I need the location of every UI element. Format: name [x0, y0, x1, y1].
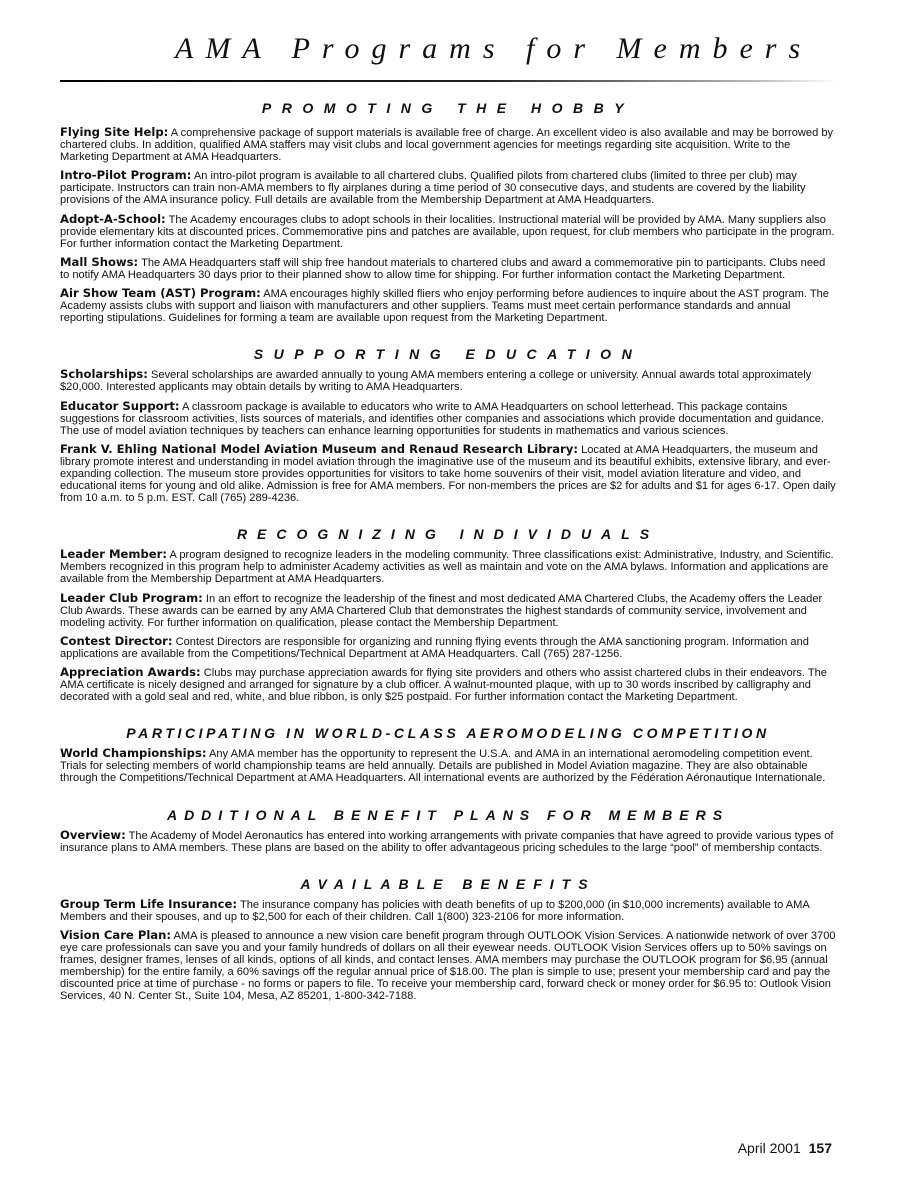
program-text: A comprehensive package of support materials is available free of charge. An excellent video is also available and may be borrowed by chartered clubs. In addition, qualified AMA staffers may visit clubs and local government agencies for meetings regarding site acquisition. Write to the Marketing Department at AMA Headquarters. [60, 127, 834, 164]
program-item [60, 443, 836, 504]
program-text: A program designed to recognize leaders in the modeling community. Three classifications exist: Administrative, Industry, and Scientific. Members recognized in this program help to administer Academy activities as well as maintain and vote on the AMA bylaws. Information and applications are available from the Membership Department at AMA Headquarters. [60, 549, 834, 586]
program-item [60, 898, 836, 923]
program-text: Clubs may purchase appreciation awards for flying site providers and others who assist chartered clubs in their endeavors. The AMA certificate is nicely designed and arranged for signature by a club officer. A walnut-mounted plaque, with up to 30 words inscribed by calligraphy and decorated with a gold seal and red, white, and blue ribbon, is only $25 postpaid. For further information contact the Marketing Department. [60, 667, 827, 704]
program-item [60, 169, 836, 206]
page-title: AMA Programs for Members [175, 32, 813, 65]
program-term: Contest Director: [60, 633, 173, 648]
program-term: Overview: [60, 827, 126, 842]
program-term: Frank V. Ehling National Model Aviation Museum and Renaud Research Library: [60, 441, 578, 456]
program-text: The Academy of Model Aeronautics has entered into working arrangements with private companies that have agreed to provide various types of insurance plans to AMA members. These plans are based on the ability to offer advantageous pricing schedules to the large “pool” of membership contacts. [60, 829, 834, 854]
program-term: Group Term Life Insurance: [60, 896, 238, 911]
program-item [60, 829, 836, 854]
program-term: Scholarships: [60, 367, 148, 382]
program-term: Intro-Pilot Program: [60, 168, 192, 183]
program-item [60, 666, 836, 703]
program-item [60, 635, 836, 660]
program-term: Adopt-A-School: [60, 211, 166, 226]
program-term: Air Show Team (AST) Program: [60, 286, 261, 301]
program-item [60, 368, 836, 393]
program-item [60, 126, 836, 163]
program-item [60, 287, 836, 324]
program-term: Leader Member: [60, 547, 167, 562]
program-text: The Academy encourages clubs to adopt schools in their localities. Instructional material will be provided by AMA. Many suppliers also provide elementary kits at discounted prices. Commemorative pins and patches are available, upon request, for club members who participate in the program. For further information contact the Marketing Department. [60, 213, 835, 250]
program-term: Appreciation Awards: [60, 665, 201, 679]
page-content [60, 100, 836, 1009]
program-text: In an effort to recognize the leadership of the finest and most dedicated AMA Chartered Clubs, the Academy offers the Leader Club Awards. These awards can be earned by any AMA Chartered Club that demonstrates the highest standards of community service, involvement and modeling activity. For further information on qualification, please contact the Membership Department. [60, 592, 823, 629]
program-item [60, 747, 836, 784]
program-text: An intro-pilot program is available to all chartered clubs. Qualified pilots from chartered clubs (limited to three per club) may participate. Instructors can train non-AMA members to fly airplanes during a time period of 30 consecutive days, and students are covered by the liability provisions of the AMA insurance policy. Full details are available from the Membership Department at AMA Headquarters. [60, 170, 806, 207]
section-heading: PARTICIPATING IN WORLD-CLASS AEROMODELING COMPETITION [126, 725, 770, 742]
program-item [60, 592, 836, 629]
section-heading: RECOGNIZING INDIVIDUALS [236, 526, 660, 543]
program-text: A classroom package is available to educators who write to AMA Headquarters on school letterhead. This package contains suggestions for classroom activities, lists sources of materials, and identifies other companies and associations which provide documentation and guidance. The use of model aviation techniques by teachers can enhance learning opportunities for students in mathematics and various sciences. [60, 400, 825, 437]
section-heading: AVAILABLE BENEFITS [300, 875, 596, 892]
section-heading: ADDITIONAL BENEFIT PLANS FOR MEMBERS [166, 806, 730, 823]
program-term: Mall Shows: [60, 254, 139, 269]
section-heading: SUPPORTING EDUCATION [253, 346, 643, 363]
title-rule [60, 80, 836, 82]
program-item [60, 400, 836, 437]
program-text: Any AMA member has the opportunity to represent the U.S.A. and AMA in an international aeromodeling competition event. Trials for selecting members of world championship teams are held annually. Details are published in Model Aviation magazine. They are also obtainable through the Competitions/Technical Department at AMA Headquarters. All international events are authorized by the Fédération Aéronautique Internationale. [60, 748, 826, 785]
program-text: AMA is pleased to announce a new vision care benefit program through OUTLOOK Vision Services. A nationwide network of over 3700 eye care professionals can save you and your family hundreds of dollars on all their eyewear needs. OUTLOOK Vision Services offers up to 50% savings on frames, designer frames, lenses of all kinds, options of all kinds, and contact lenses. AMA members may purchase the OUTLOOK program for $6.95 (annual membership) for the entire family, a 60% savings off the regular annual price of $18.00. The plan is simple to use; present your membership card and pay the discounted price at time of purchase - no forms or papers to file. To receive your membership card, forward check or money order for $6.95 to: Outlook Vision Services, 40 N. Center St., Suite 104, Mesa, AZ 85201, 1-800-342-7188. [60, 929, 836, 1003]
program-text: Several scholarships are awarded annually to young AMA members entering a college or university. Annual awards total approximately $20,000. Interested applicants may obtain details by writing to AMA Headquarters. [60, 369, 812, 394]
program-term: Leader Club Program: [60, 590, 203, 605]
program-item [60, 548, 836, 585]
program-item [60, 256, 836, 281]
program-term: Flying Site Help: [60, 125, 169, 139]
program-item [60, 929, 836, 1003]
section-heading: PROMOTING THE HOBBY [261, 100, 635, 116]
program-text: The insurance company has policies with death benefits of up to $200,000 (in $10,000 increments) available to AMA Members and their spouses, and up to $2,500 for each of their children. Call 1(800) 323-2106 for more information. [60, 898, 810, 923]
program-text: AMA encourages highly skilled fliers who enjoy performing before audiences to inquire about the AST program. The Academy assists clubs with support and liaison with manufacturers and other suppliers. Teams must meet certain performance standards and annual reporting stipulations. Guidelines for forming a team are available upon request from the Marketing Department. [60, 288, 829, 325]
program-term: Educator Support: [60, 398, 180, 413]
issue-date: April 2001 [737, 1140, 801, 1156]
program-item [60, 213, 836, 250]
program-term: Vision Care Plan: [60, 927, 172, 942]
page-number: 157 [808, 1140, 832, 1156]
page-footer [738, 1140, 832, 1156]
program-text: Located at AMA Headquarters, the museum and library promote interest and understanding in model aviation through the imaginative use of the museum and its beautiful exhibits, extensive library, and ever-expanding collection. The museum store provides opportunities for visitors to take home souvenirs of their visit, model aviation literature and video, and educational items for young and old alike. Admission is free for AMA members. For non-members the prices are $2 for adults and $1 for ages 6-17. Open daily from 10 a.m. to 5 p.m. EST. Call (765) 289-4236. [60, 443, 836, 505]
program-text: Contest Directors are responsible for organizing and running flying events through the AMA sanctioning program. Information and applications are available from the Competitions/Technical Department at AMA Headquarters. Call (765) 287-1256. [60, 635, 809, 660]
program-term: World Championships: [60, 746, 207, 761]
program-text: The AMA Headquarters staff will ship free handout materials to chartered clubs and award a commemorative pin to participants. Clubs need to notify AMA Headquarters 30 days prior to their planned show to allow time for shipping. For further information contact the Marketing Department. [60, 256, 826, 281]
